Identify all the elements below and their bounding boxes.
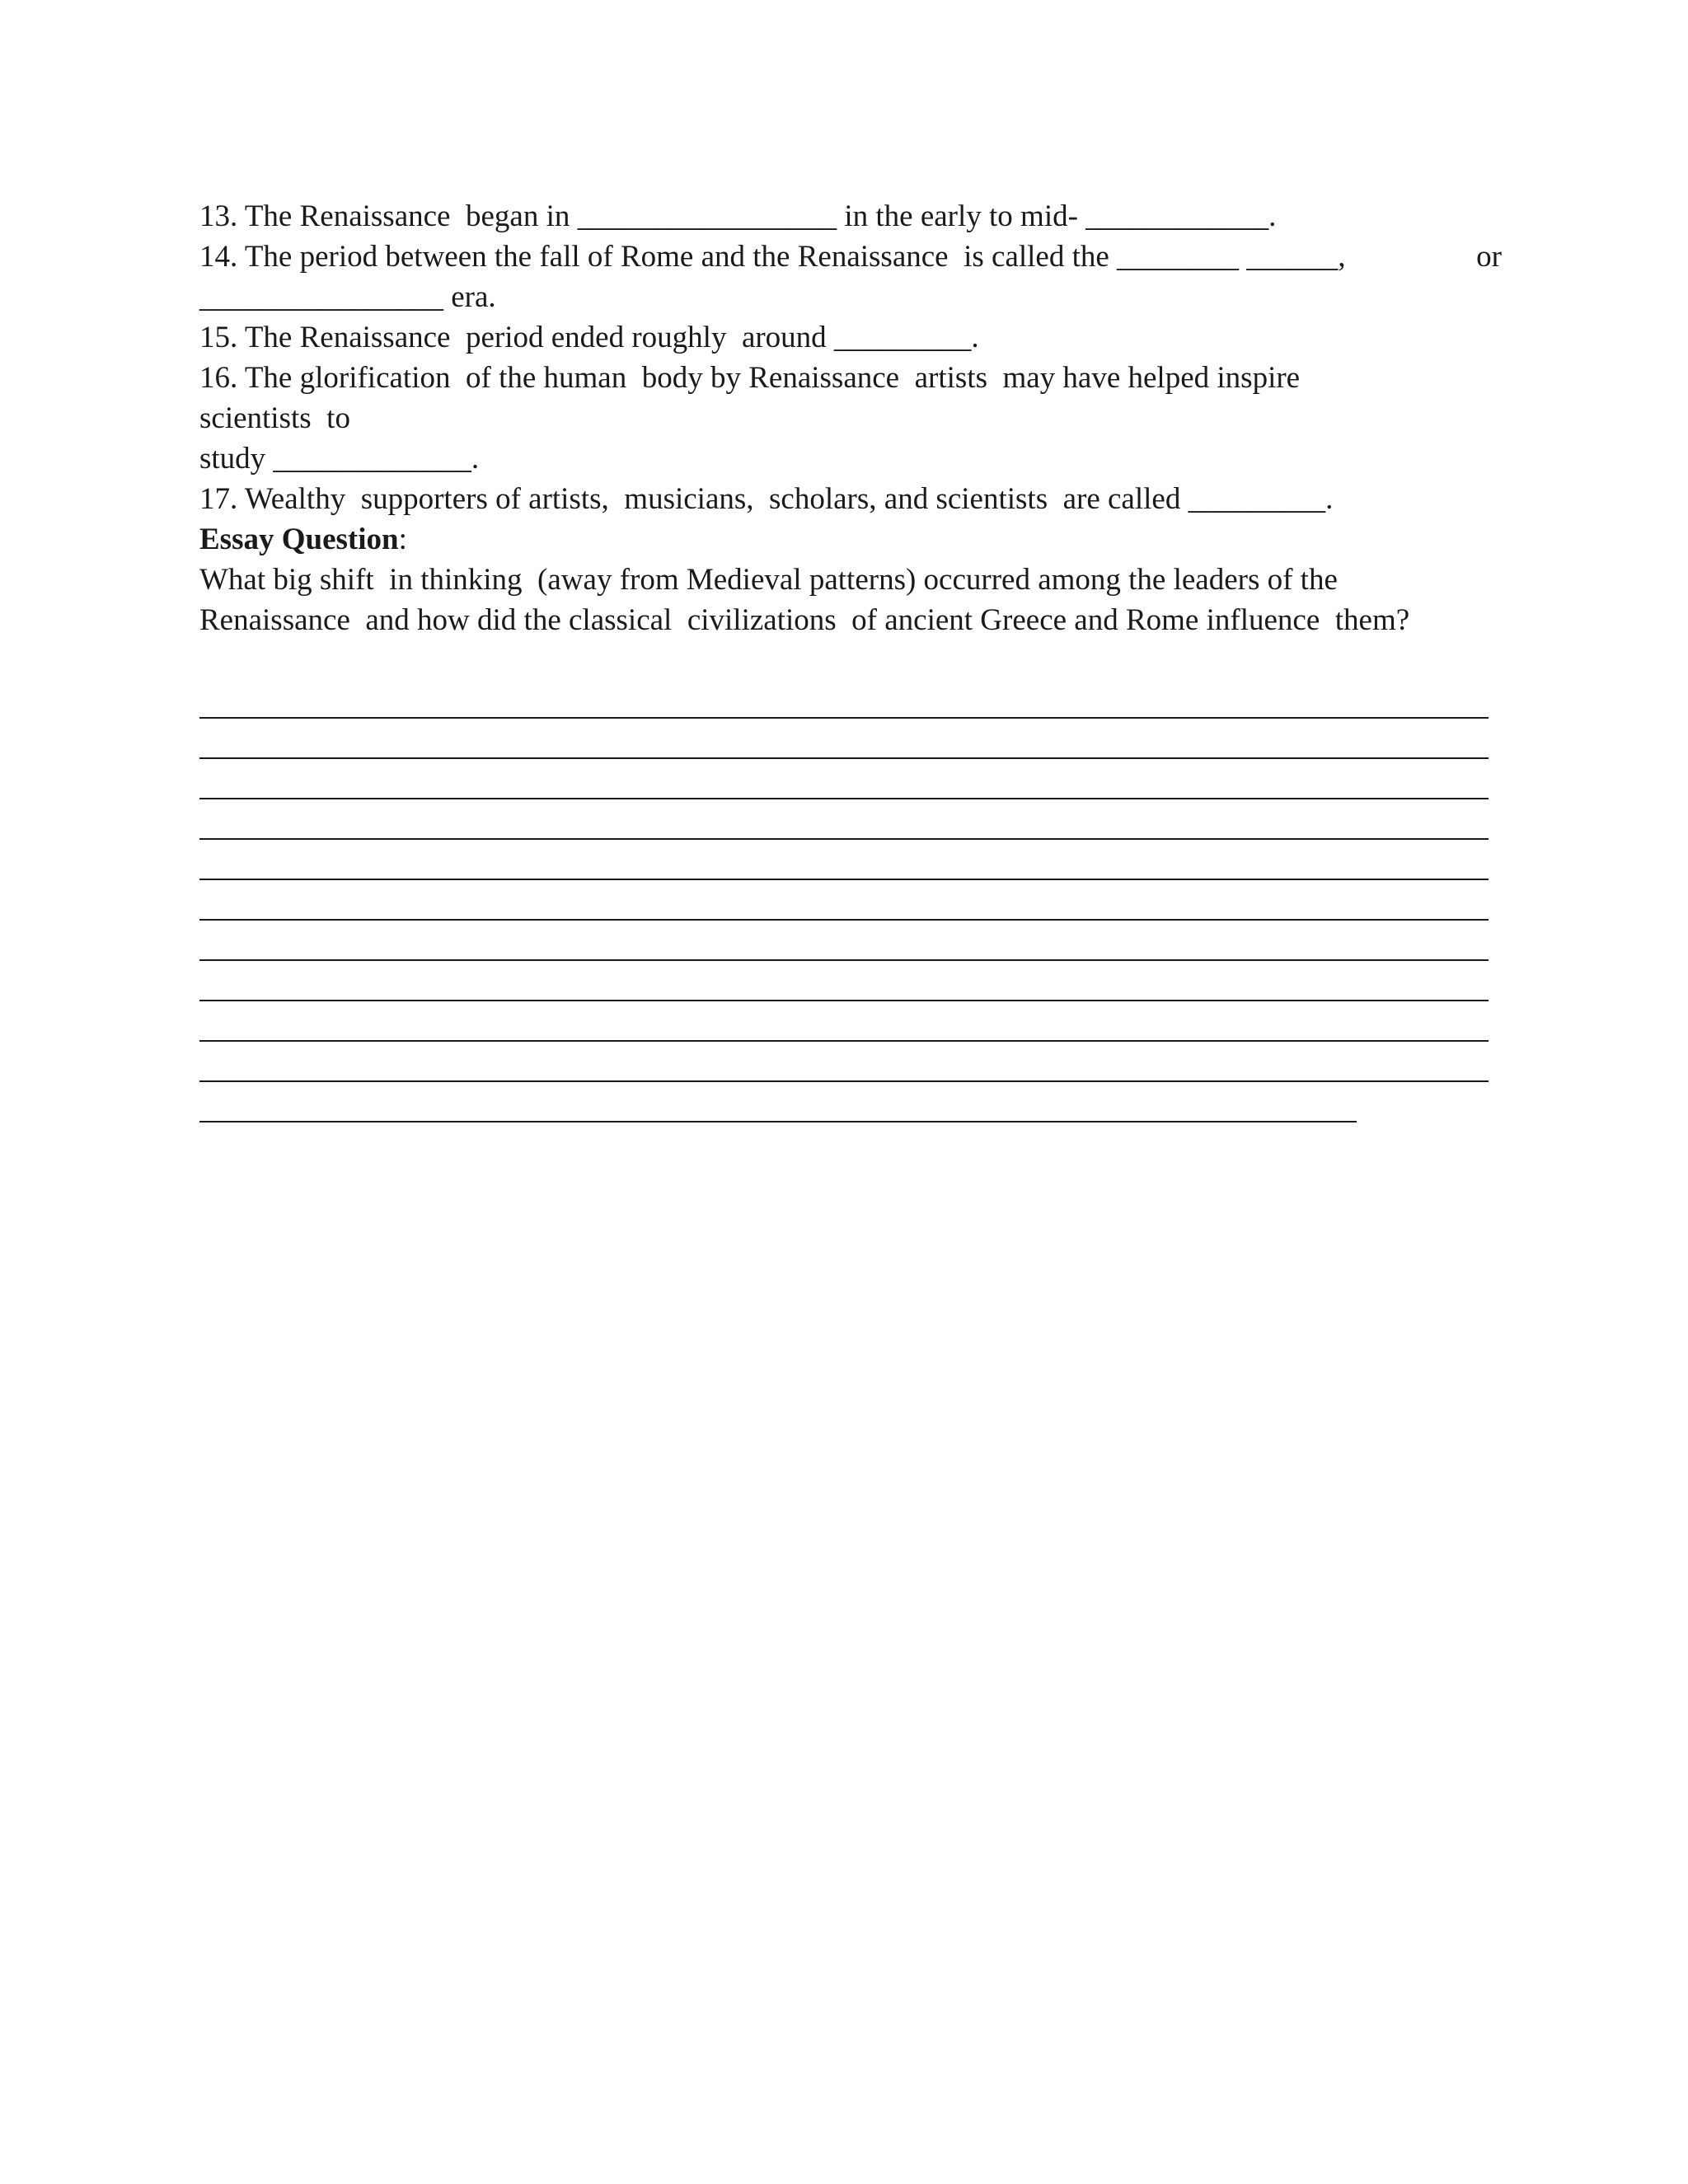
question-16-line-1: 16. The glorification of the human body by Renaissance artists may have helped inspire [199,361,1301,395]
question-16-line-2: scientists to [199,401,350,435]
essay-heading-colon: : [398,523,407,556]
answer-line[interactable] [199,961,1489,1001]
answer-line[interactable] [199,799,1489,840]
answer-line[interactable] [199,880,1489,921]
answer-line[interactable] [199,1042,1489,1082]
essay-answer-area[interactable] [199,678,1489,1122]
answer-line[interactable] [199,759,1489,799]
answer-line[interactable] [199,678,1489,719]
answer-line[interactable] [199,840,1489,880]
question-14-text: 14. The period between the fall of Rome and the Renaissance is called the ________ ______, [199,240,1346,274]
question-16-line-3: study _____________. [199,442,480,476]
question-13: 13. The Renaissance began in _________________ in the early to mid- ____________. [199,199,1277,233]
answer-line[interactable] [199,719,1489,759]
question-15: 15. The Renaissance period ended roughly around _________. [199,321,979,354]
question-17: 17. Wealthy supporters of artists, musicians, scholars, and scientists are called _________. [199,482,1334,516]
answer-line[interactable] [199,1001,1489,1042]
answer-line[interactable] [199,921,1489,961]
essay-prompt-line-1: What big shift in thinking (away from Medieval patterns) occurred among the leaders of the [199,563,1338,597]
essay-heading-label: Essay Question [199,523,399,556]
essay-prompt-line-2: Renaissance and how did the classical civilizations of ancient Greece and Rome influence them? [199,603,1410,637]
answer-line-last[interactable] [199,1082,1357,1122]
essay-heading [199,519,1502,560]
question-block [199,196,1502,640]
question-14-line-2: ________________ era. [199,280,496,314]
question-14-line-1 [199,237,1502,277]
question-14-or: or [1476,240,1502,274]
